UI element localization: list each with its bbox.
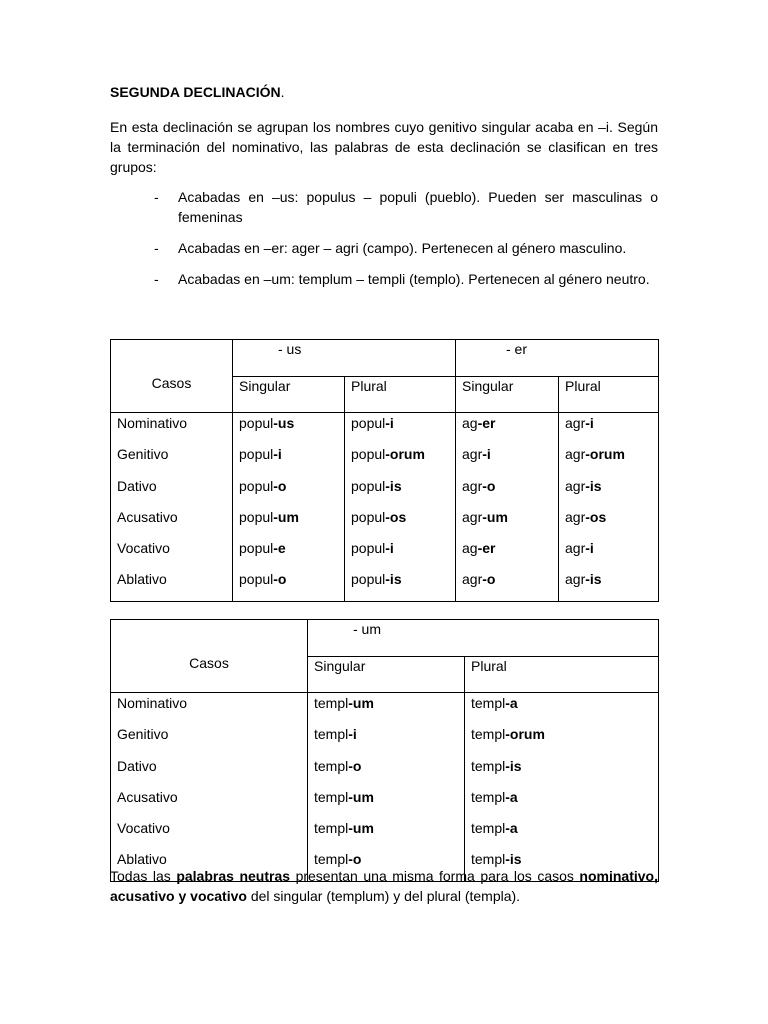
case-label: Genitivo xyxy=(117,446,169,463)
list-item: - Acabadas en –um: templum – templi (templo). Pertenecen al género neutro. xyxy=(154,271,650,287)
case-label: Acusativo xyxy=(117,508,178,525)
footer-paragraph: Todas las palabras neutras presentan una misma forma para los casos nominativo, acusativo y vocativo del singular (templum) y del plural (templa). xyxy=(110,868,658,904)
case-label: Acusativo xyxy=(117,788,178,805)
intro-paragraph: En esta declinación se agrupan los nombres cuyo genitivo singular acaba en –i. Según la terminación del nominativo, las palabras de esta declinación se clasifican en tres grupos: xyxy=(110,119,658,175)
casos-header: Casos xyxy=(111,620,308,693)
case-label: Ablativo xyxy=(117,851,167,868)
case-label: Genitivo xyxy=(117,726,169,743)
form-cell: agr-o xyxy=(462,477,496,494)
declension-table-um xyxy=(110,619,659,882)
plural-header: Plural xyxy=(345,376,456,413)
form-cell: templ-o xyxy=(314,851,362,868)
er-plural-column xyxy=(559,413,659,602)
plural-header: Plural xyxy=(465,656,659,693)
form-cell: popul-us xyxy=(239,415,295,431)
form-cell: agr-um xyxy=(462,508,508,525)
form-cell: agr-o xyxy=(462,571,496,588)
form-cell: agr-is xyxy=(565,477,602,494)
form-cell: templ-a xyxy=(471,788,518,805)
um-singular-column xyxy=(308,693,465,882)
singular-header: Singular xyxy=(308,656,465,693)
form-cell: templ-a xyxy=(471,695,518,711)
form-cell: agr-os xyxy=(565,508,607,525)
singular-header: Singular xyxy=(456,376,559,413)
form-cell: templ-um xyxy=(314,820,374,837)
form-cell: popul-is xyxy=(351,571,402,588)
case-label: Dativo xyxy=(117,477,157,494)
us-plural-column xyxy=(345,413,456,602)
case-label: Vocativo xyxy=(117,540,170,557)
form-cell: templ-i xyxy=(314,726,357,743)
form-cell: agr-is xyxy=(565,571,602,588)
group-header-er: - er xyxy=(456,340,659,377)
plural-header: Plural xyxy=(559,376,659,413)
case-label: Dativo xyxy=(117,757,157,774)
form-cell: templ-a xyxy=(471,820,518,837)
form-cell: ag-er xyxy=(462,415,496,431)
list-item: - Acabadas en –us: populus – populi (pueblo). Pueden ser masculinas o femeninas xyxy=(154,189,658,225)
form-cell: agr-i xyxy=(462,446,491,463)
us-singular-column xyxy=(233,413,345,602)
form-cell: popul-is xyxy=(351,477,402,494)
um-plural-column xyxy=(465,693,659,882)
group-list xyxy=(110,187,658,289)
form-cell: popul-e xyxy=(239,540,286,557)
cases-column xyxy=(111,413,233,602)
form-cell: popul-o xyxy=(239,571,287,588)
form-cell: agr-i xyxy=(565,415,594,431)
form-cell: templ-o xyxy=(314,757,362,774)
case-label: Ablativo xyxy=(117,571,167,588)
form-cell: popul-i xyxy=(239,446,282,463)
case-label: Nominativo xyxy=(117,695,188,711)
form-cell: agr-orum xyxy=(565,446,625,463)
group-header-um: - um xyxy=(308,620,659,657)
form-cell: popul-orum xyxy=(351,446,425,463)
form-cell: popul-o xyxy=(239,477,287,494)
form-cell: templ-orum xyxy=(471,726,545,743)
er-singular-column xyxy=(456,413,559,602)
form-cell: templ-um xyxy=(314,788,374,805)
group-header-us: - us xyxy=(233,340,456,377)
form-cell: templ-is xyxy=(471,757,522,774)
form-cell: templ-um xyxy=(314,695,374,711)
form-cell: templ-is xyxy=(471,851,522,868)
case-label: Vocativo xyxy=(117,820,170,837)
form-cell: popul-um xyxy=(239,508,299,525)
list-item: - Acabadas en –er: ager – agri (campo). Pertenecen al género masculino. xyxy=(154,240,627,256)
document-body xyxy=(110,80,658,300)
form-cell: agr-i xyxy=(565,540,594,557)
cases-column xyxy=(111,693,308,882)
page-title: SEGUNDA DECLINACIÓN. xyxy=(110,84,285,100)
form-cell: popul-i xyxy=(351,540,394,557)
casos-header: Casos xyxy=(111,340,233,413)
form-cell: popul-os xyxy=(351,508,407,525)
singular-header: Singular xyxy=(233,376,345,413)
form-cell: popul-i xyxy=(351,415,394,431)
form-cell: ag-er xyxy=(462,540,496,557)
case-label: Nominativo xyxy=(117,415,188,431)
declension-table-us-er xyxy=(110,339,659,602)
